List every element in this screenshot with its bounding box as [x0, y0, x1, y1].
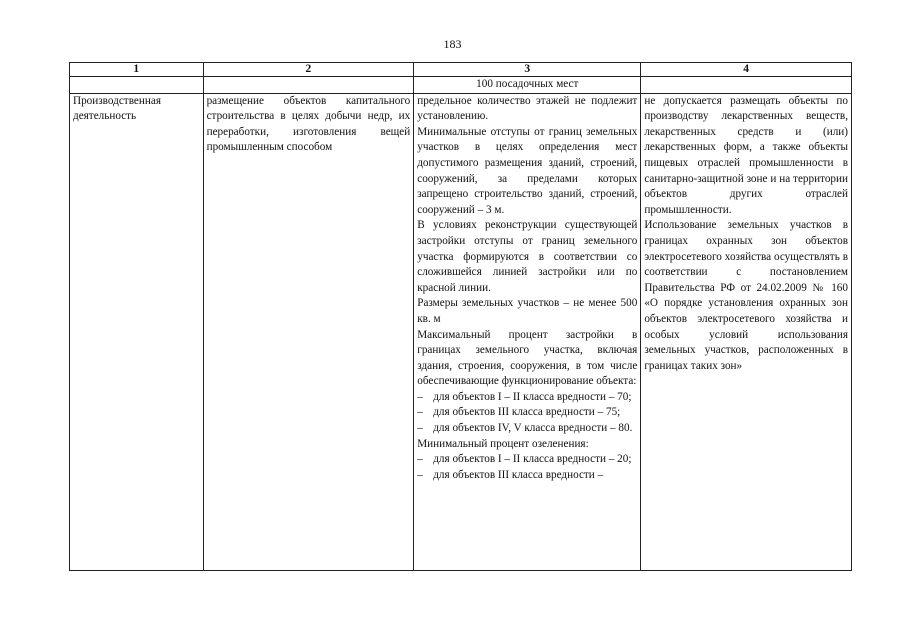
parameters-cell — [414, 93, 641, 570]
restriction-production: не допускается размещать объекты по производству лекарственных веществ, лекарственных средств и (или) лекарственных форм, а также объекты пищевых отраслей промышленности в санитарно-защитной зоне и на территории объектов других отраслей промышленности. — [644, 94, 848, 216]
list-item — [417, 405, 637, 421]
regulations-table — [69, 62, 852, 571]
param-min-greenery: Минимальный процент озеленения: — [417, 437, 589, 450]
list-item — [417, 452, 637, 468]
restriction-power-zones: Использование земельных участков в границах охранных зон объектов электросетевого хозяйства осуществлять в соответствии с постановлением Правительства РФ от 24.02.2009 № 160 «О порядке установления охранных зон объектов электросетевого хозяйства и особых условий использования земельных участков, расположенных в границах таких зон» — [644, 219, 848, 372]
header-cell-1: 1 — [70, 63, 204, 77]
param-reconstruction: В условиях реконструкции существующей застройки отступы от границ земельного участка формируются в соответствии со сложившейся линией застройки или по красной линии. — [417, 219, 638, 294]
subheader-empty-2 — [203, 77, 414, 94]
use-description-cell — [203, 93, 414, 570]
page-number: 183 — [443, 37, 462, 51]
subheader-empty-4 — [641, 77, 852, 94]
list-item-text: для объектов III класса вредности – 75; — [433, 406, 621, 419]
header-row — [70, 63, 852, 77]
subheader-cell: 100 посадочных мест — [414, 77, 641, 94]
list-item — [417, 421, 637, 437]
dash-marker: – — [417, 453, 423, 466]
header-cell-2: 2 — [203, 63, 414, 77]
list-item — [417, 390, 637, 406]
activity-type-text: Производственная деятельность — [73, 94, 161, 123]
list-item-text: для объектов III класса вредности – — [433, 468, 604, 481]
param-plot-size: Размеры земельных участков – не менее 500 кв. м — [417, 297, 638, 325]
restrictions-cell — [641, 93, 852, 570]
list-item-text: для объектов IV, V класса вредности – 80. — [433, 422, 633, 435]
list-item-text: для объектов I – II класса вредности – 70; — [433, 390, 632, 403]
subheader-empty-1 — [70, 77, 204, 94]
subheader-row — [70, 77, 852, 94]
list-item — [417, 468, 637, 484]
dash-marker: – — [417, 406, 423, 419]
list-item-text: для объектов I – II класса вредности – 20; — [433, 453, 632, 466]
dash-marker: – — [417, 468, 423, 481]
param-setbacks: Минимальные отступы от границ земельных участков в целях определения мест допустимого размещения зданий, строений, сооружений, за пределами которых запрещено строительство зданий, строений, сооружений – 3 м. — [417, 125, 638, 216]
parameters-content — [417, 94, 637, 570]
dash-marker: – — [417, 422, 423, 435]
restrictions-content — [644, 94, 848, 570]
param-floors: предельное количество этажей не подлежит установлению. — [417, 94, 638, 123]
header-cell-4: 4 — [641, 63, 852, 77]
activity-type-cell — [70, 93, 204, 570]
header-cell-3: 3 — [414, 63, 641, 77]
param-max-coverage: Максимальный процент застройки в границах земельного участка, включая здания, строения, сооружения, в том числе обеспечивающие функционирование объекта: — [417, 328, 638, 388]
use-description-text: размещение объектов капитального строительства в целях добычи недр, их переработки, изготовления вещей промышленным способом — [206, 94, 411, 154]
dash-marker: – — [417, 390, 423, 403]
table-row — [70, 93, 852, 570]
